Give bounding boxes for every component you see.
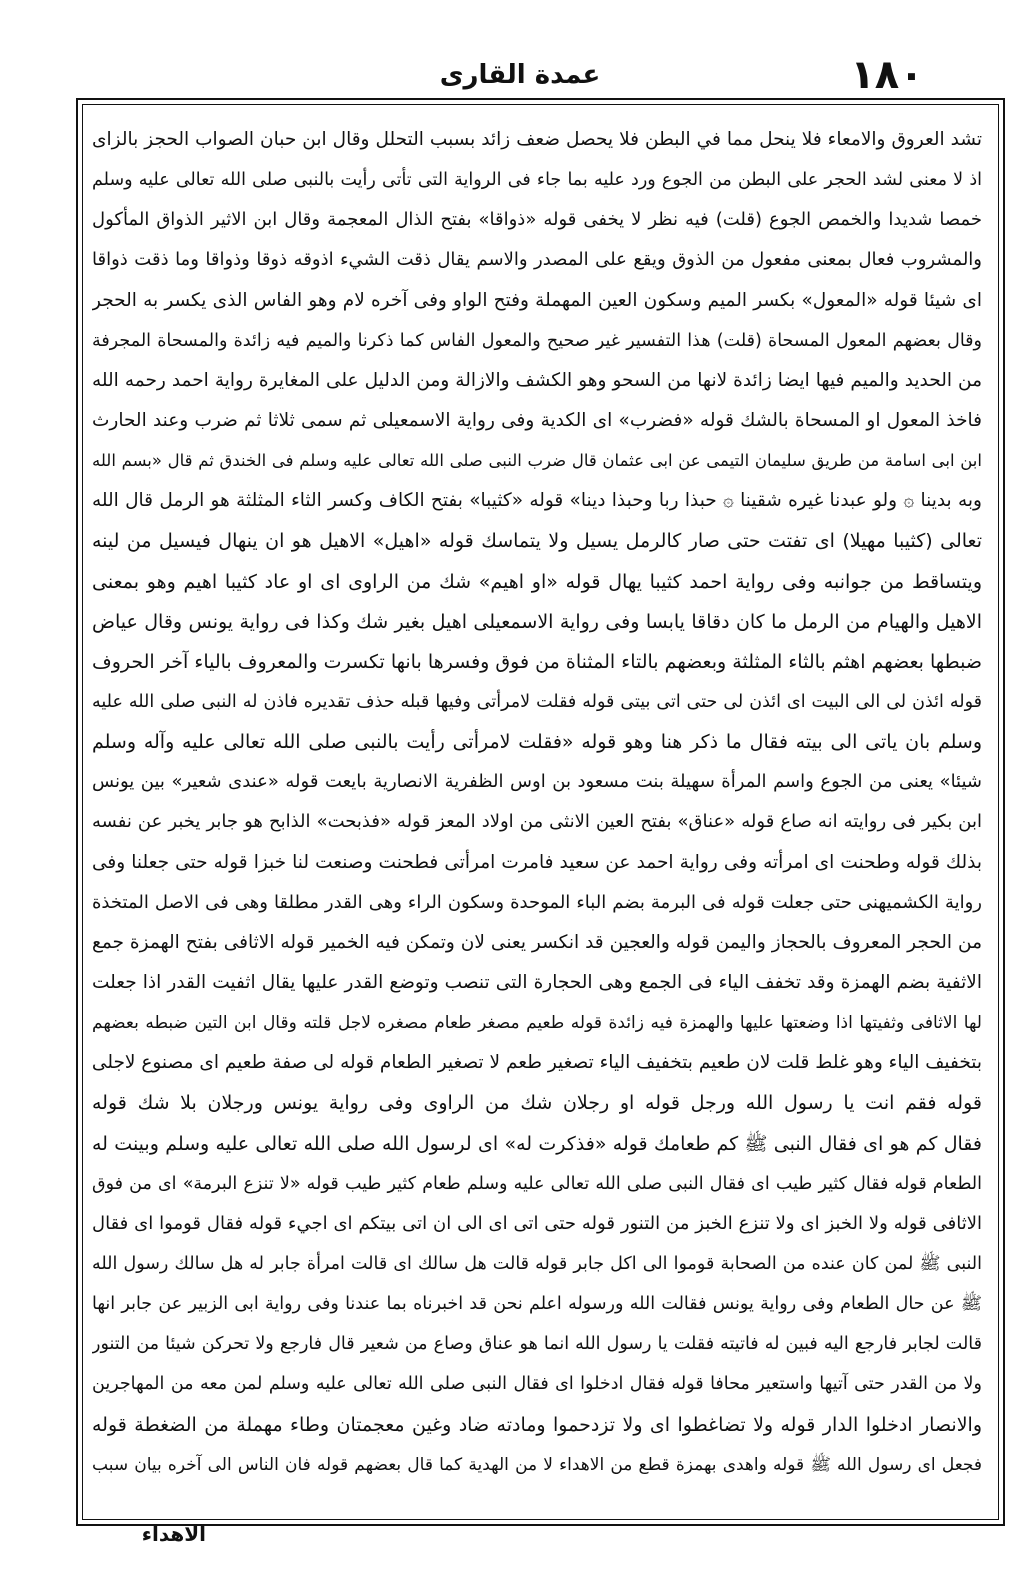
text-line: بذلك قوله وطحنت اى امرأته وفى رواية احمد عن سعيد فامرت امرأتى فطحنت وصنعت لنا خبزا قوله حتى جعلنا وفى [92,851,982,873]
text-line: ابن بكير فى روايته انه صاع قوله «عناق» بفتح العين الانثى من اولاد المعز قوله «فذبحت» الذابح هو جابر يخبر عن نفسه [92,811,982,833]
text-line: لها الاثافى وثفيتها اذا وضعتها عليها والهمزة فيه زائدة قوله طعيم مصغر طعام مصغره لاجل قلته وقال ابن التين ضبطه بعضهم [92,1013,982,1034]
catchword: الاهداء [141,1522,206,1546]
text-line: قالت لجابر فارجع اليه فبين له فاتيته فقلت يا رسول الله انما هو عناق وصاع من شعير قال فارجع ولا تحركن شيئا من التنور [92,1334,982,1355]
text-line: ولا من القدر حتى آتيها واستعير محافا قوله فقال ادخلوا اى فقال النبى صلى الله تعالى عليه وسلم لمن معه من المهاجرين [92,1374,982,1395]
text-line: الاهيل والهيام من الرمل ما كان دقاقا يابسا وفى رواية الاسمعيلى اهيل بغير شك وكذا فى رواية يونس وقال عياض [92,610,982,633]
text-line: فاخذ المعول او المسحاة بالشك قوله «فضرب» اى الكدية وفى رواية الاسمعيلى ثم سمى ثلاثا ثم ضرب وعند الحارث [92,409,982,431]
text-line: ﷺ عن حال الطعام وفى رواية يونس فقالت الله ورسوله اعلم نحن قد اخبرناه بما عندنا وفى رواية ابى الزبير عن جابر انها [92,1294,982,1315]
text-line: رواية الكشميهنى حتى جعلت قوله فى البرمة بضم الباء الموحدة وسكون الراء وهى القدر مطلقا وهى فى الاصل المتخذة [92,891,982,913]
text-line: الاثافى قوله ولا الخبز اى ولا تنزع الخبز من التنور قوله حتى اتى اى الى ان اتى بيتكم اى اجيء قوله فقال قوموا اى فقال [92,1212,982,1234]
running-title: عمدة القاری [439,60,601,90]
text-line: شيئا» يعنى من الجوع واسم المرأة سهيلة بنت مسعود بن اوس الظفرية الانصارية بايعت قوله «عندى شعير» بين يونس [92,771,982,793]
text-line: والمشروب فعال بمعنى مفعول من الذوق ويقع على المصدر والاسم يقال ذقت الشيء اذوقه ذوقا وذواقا وما ذقت ذواقا [92,249,982,271]
text-line: فقال كم هو اى فقال النبى ﷺ كم طعامك قوله «فذكرت له» اى لرسول الله صلى الله تعالى عليه وسلم وبينت له [92,1132,982,1155]
text-line: الطعام قوله فقال كثير طيب اى فقال النبى صلى الله تعالى عليه وسلم طعام كثير طيب قوله «لا تنزع البرمة» اى من فوق [92,1173,982,1194]
text-line: وقال بعضهم المعول المسحاة (قلت) هذا التفسير غير صحيح والمعول الفاس كما ذكرنا والميم فيه زائدة والمسحاة المجرفة [92,330,982,351]
text-line: فجعل اى رسول الله ﷺ قوله واهدى بهمزة قطع من الاهداء لا من الهدية كما قال بعضهم قوله فان الناس الى آخره بيان سبب [92,1454,982,1475]
text-line: تعالى (كثيبا مهيلا) اى تفتت حتى صار كالرمل يسيل ولا يتماسك قوله «اهيل» الاهيل هو ان ينهال فيسيل من لينه [92,530,982,553]
text-line: النبى ﷺ لمن كان عنده من الصحابة قوموا الى اكل جابر قوله قالت هل سالك اى قالت امرأة جابر له هل سالك رسول الله [92,1253,982,1274]
page-number: ١٨٠ [850,52,924,98]
text-line: من الحديد والميم فيها ايضا زائدة لانها من السحو وهو الكشف والازالة ومن الدليل على المغايرة رواية احمد رحمه الله [92,369,982,391]
text-line: قوله فقم انت يا رسول الله ورجل قوله او رجلان شك من الراوى وفى رواية يونس ورجلان بلا شك قوله [92,1092,982,1115]
text-line: والانصار ادخلوا الدار قوله ولا تضاغطوا اى ولا تزدحموا ومادته ضاد وغين معجمتان وطاء مهملة من الضغطة قوله [92,1413,982,1436]
text-line: اذ لا معنى لشد الحجر على البطن من الجوع ورد عليه بما جاء فى الرواية التى تأتى رأيت بالنبى صلى الله تعالى عليه وسلم [92,170,982,191]
text-line: بتخفيف الياء وهو غلط قلت لان طعيم بتخفيف الياء تصغير طعم لا تصغير الطعام قوله لى صفة طعيم اى مصنوع لاجلى [92,1052,982,1074]
text-line: خمصا شديدا والخمص الجوع (قلت) فيه نظر لا يخفى قوله «ذواقا» بفتح الذال المعجمة وقال ابن الاثير الذواق المأكول [92,209,982,231]
text-line: وبه بدينا ۞ ولو عبدنا غيره شقينا ۞ حبذا ربا وحبذا دينا» قوله «كثيبا» بفتح الكاف وكسر الثاء المثلثة هو الرمل قال الله [92,490,982,512]
text-line: ضبطها بعضهم اهثم بالثاء المثلثة وبعضهم بالتاء المثناة من فوق وفسرها بانها تكسرت والمعروف بالياء آخر الحروف [92,650,982,673]
text-line: ابن ابى اسامة من طريق سليمان التيمى عن ابى عثمان قال ضرب النبى صلى الله تعالى عليه وسلم فى الخندق ثم قال «بسم الله [92,451,982,471]
text-line: ويتساقط من جوانبه وفى رواية احمد كثيبا يهال قوله «او اهيم» شك من الراوى اى او عاد كثيبا اهيم وهو بمعنى [92,570,982,593]
text-line: قوله ائذن لى الى البيت اى ائذن لى حتى اتى بيتى قوله فقلت لامرأتى وفيها قبله حذف تقديره فاذن له النبى صلى الله عليه [92,691,982,712]
main-text [92,120,982,1485]
text-line: الاثفية بضم الهمزة وقد تخفف الياء فى الجمع وهى الحجارة التى تنصب وتوضع القدر عليها يقال اثفيت القدر اذا جعلت [92,971,982,993]
text-line: تشد العروق والامعاء فلا ينحل مما في البطن فلا يحصل ضعف زائد بسبب التحلل وقال ابن حبان الصواب الحجز بالزاى [92,129,982,150]
text-line: من الحجر المعروف بالحجاز واليمن قوله والعجين قد انكسر يعنى لان وتمكن فيه الخمير قوله الاثافى بفتح الهمزة جمع [92,931,982,953]
text-line: اى شيئا قوله «المعول» بكسر الميم وسكون العين المهملة وفتح الواو وفى آخره لام وهو الفاس الذى يكسر به الحجر [92,289,982,311]
text-line: وسلم بان ياتى الى بيته فقال ما ذكر هنا وهو قوله «فقلت لامرأتى رأيت بالنبى صلى الله تعالى عليه وآله وسلم [92,731,982,754]
